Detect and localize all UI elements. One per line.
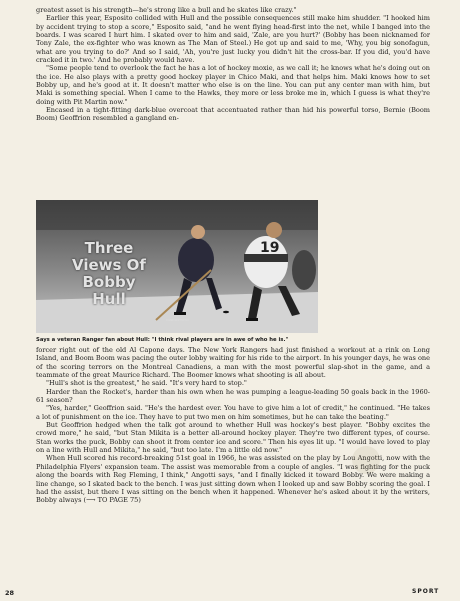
paragraph: "Some people tend to overlook the fact he has a lot of hockey moxie, as we call it; he knows what he's doing out on the ice. He also plays with a pretty good hockey player in Chico Maki, and that helps him. Maki knows how to set Bobby up, and he's good at it. It doesn't matter who else is on the line. You can put any center man with him, but Maki is something special. When I came to the Hawks, they more or less broke me in, which I guess is what they're doing with Pit Martin now." bbox=[36, 64, 430, 106]
photo-credit: CANDIDPHOTO bbox=[166, 318, 189, 322]
hockey-photo bbox=[36, 200, 318, 333]
photo-caption: Says a veteran Ranger fan about Hull: "I think rival players are in awe of who he is." bbox=[36, 337, 289, 343]
paragraph: forcer right out of the old Al Capone days. The New York Rangers had just finished a workout at a rink on Long Island, and Boom Boom was pacing the outer lobby waiting for his ride to the airport. In his younger days, he was one of the scoring terrors on the Montreal Canadiens, a man with the most powerful slap-shot in the game, and a teammate of the great Maurice Richard. The Boomer knows what shooting is all about. bbox=[36, 346, 430, 380]
photo-title: Three Views Of Bobby Hull bbox=[72, 239, 146, 308]
page-number: 28 bbox=[5, 589, 15, 597]
jersey-number: 19 bbox=[260, 240, 280, 256]
paragraph: Encased in a tight-fitting dark-blue overcoat that accentuated rather than hid his powerful torso, Bernie (Boom Boom) Geoffrion resembled a gangland en- bbox=[36, 106, 430, 123]
paragraph: Earlier this year, Esposito collided with Hull and the possible consequences still make him shudder. "I hooked him by accident trying to stop a score," Esposito said, "and he went flying head-first into the net, while I banged into the boards. I was scared I hurt him. I skated over to him and said, 'Zale, are you hurt?' (Bobby has been nicknamed for Tony Zale, the ex-fighter who was known as The Man of Steel.) He got up and said to me, 'Why, you big sonofagun, what are you trying to do?' And so I said, 'Ah, you're just lucky you didn't hit the cross-bar. If you did, you'd have cracked it in two.' And he probably would have. bbox=[36, 14, 430, 65]
magazine-name: SPORT bbox=[412, 588, 440, 595]
paragraph: greatest asset is his strength—he's strong like a bull and he skates like crazy." bbox=[36, 6, 297, 14]
article-text-bottom bbox=[36, 346, 430, 505]
paragraph: But Geoffrion hedged when the talk got around to whether Hull was hockey's best player. "Bobby excites the crowd more," he said, "but Stan Mikita is a better all-around hockey player. They're two different types, of course. Stan works the puck, Bobby can shoot it from center ice and score." Then his eyes lit up. "I would have loved to play on a line with Hull and Mikita," he said, "but too late. I'm a little old now." bbox=[36, 421, 430, 455]
paragraph: Harder than the Rocket's, harder than his own when he was pumping a league-leading 50 goals back in the 1960-61 season? bbox=[36, 387, 430, 405]
paper-stain bbox=[352, 446, 380, 474]
paragraph: "Hull's shot is the greatest," he said. "It's very hard to stop." bbox=[46, 379, 247, 388]
paragraph: "Yes, harder," Geoffrion said. "He's the hardest ever. You have to give him a lot of credit," he continued. "He takes a lot of punishment on the ice. They have to put two men on him sometimes, but he can take the beating." bbox=[36, 404, 430, 421]
article-text-top bbox=[36, 6, 430, 123]
paragraph: When Hull scored his record-breaking 51st goal in 1966, he was assisted on the play by Lou Angotti, now with the Philadelphia Flyers' expansion team. The assist was memorable from a couple of angles. "I was fighting for the puck along the boards with Reg Fleming, I think," Angotti says, "and I finally kicked it toward Bobby. We were making a line change, so I skated back to the bench. I was just sitting down when I looked up and saw Bobby scoring the goal. I had the assist, but there I was sitting on the bench when it happened. Whenever he's asked about it by the writers, Bobby always (⟶ TO PAGE 75) bbox=[36, 454, 430, 505]
